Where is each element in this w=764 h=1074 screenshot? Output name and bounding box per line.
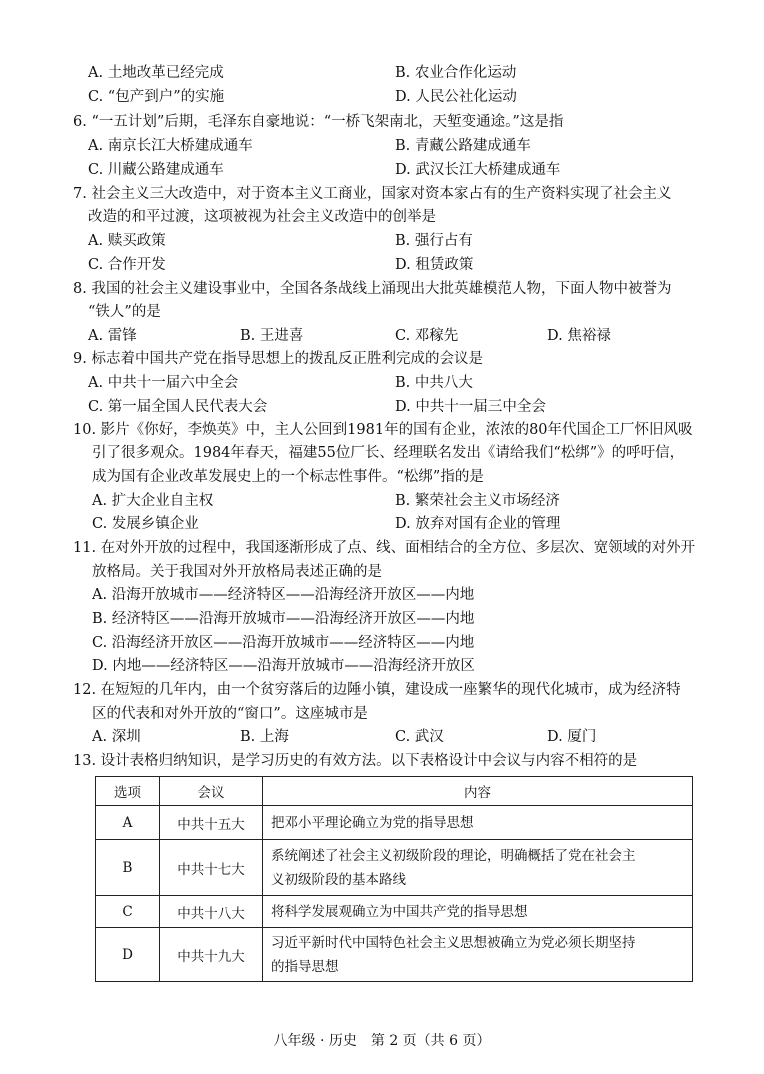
q5-option-d: D. 人民公社化运动	[395, 89, 517, 105]
table-row	[96, 840, 693, 896]
table-row	[96, 806, 693, 840]
q9-stem: 9. 标志着中国共产党在指导思想上的拨乱反正胜利完成的会议是	[73, 351, 483, 367]
row-content-line1: 习近平新时代中国特色社会主义思想被确立为党必须长期坚持	[271, 934, 636, 951]
q6-option-d: D. 武汉长江大桥建成通车	[395, 162, 561, 178]
row-content-line1: 系统阐述了社会主义初级阶段的理论，明确概括了党在社会主	[271, 847, 636, 864]
header-meeting: 会议	[160, 777, 263, 806]
q10-option-b: B. 繁荣社会主义市场经济	[395, 493, 560, 509]
q5-option-a: A. 土地改革已经完成	[88, 65, 224, 81]
q7-stem-line2: 改造的和平过渡，这项被视为社会主义改造中的创举是	[88, 209, 436, 225]
q9-option-c: C. 第一届全国人民代表大会	[88, 399, 268, 415]
q10-stem-line2: 引了很多观众。1984年春天，福建55位厂长、经理联名发出《请给我们“松绑”》的呼吁信，	[92, 445, 685, 461]
q5-option-b: B. 农业合作化运动	[395, 65, 517, 81]
row-option: B	[96, 840, 160, 896]
q13-stem: 13. 设计表格归纳知识，是学习历史的有效方法。以下表格设计中会议与内容不相符的是	[73, 753, 638, 769]
q12-option-d: D. 厦门	[547, 729, 597, 745]
q12-option-b: B. 上海	[240, 729, 289, 745]
row-content: 将科学发展观确立为中国共产党的指导思想	[263, 896, 693, 928]
q12-stem-line1: 12. 在短短的几年内，由一个贫穷落后的边陲小镇，建设成一座繁华的现代化城市，成为经济特	[73, 682, 681, 698]
q8-option-c: C. 邓稼先	[395, 328, 459, 344]
row-content	[263, 840, 693, 896]
q12-option-c: C. 武汉	[395, 729, 444, 745]
row-content-line2: 的指导思想	[271, 958, 339, 975]
q10-option-d: D. 放弃对国有企业的管理	[395, 516, 561, 532]
page-footer: 八年级 · 历史 第 2 页（共 6 页）	[273, 1033, 491, 1049]
q6-option-c: C. 川藏公路建成通车	[88, 162, 224, 178]
q6-option-a: A. 南京长江大桥建成通车	[88, 138, 253, 154]
q7-stem-line1: 7. 社会主义三大改造中，对于资本主义工商业，国家对资本家占有的生产资料实现了社会主义	[73, 186, 672, 202]
q9-option-d: D. 中共十一届三中全会	[395, 399, 546, 415]
header-option: 选项	[96, 777, 160, 806]
q8-option-d: D. 焦裕禄	[547, 328, 611, 344]
q8-option-a: A. 雷锋	[88, 328, 137, 344]
q8-stem-line2: “铁人”的是	[88, 304, 161, 320]
q11-stem-line2: 放格局。关于我国对外开放格局表述正确的是	[92, 564, 382, 580]
q12-stem-line2: 区的代表和对外开放的“窗口”。这座城市是	[92, 706, 368, 722]
q9-option-b: B. 中共八大	[395, 375, 473, 391]
q10-option-a: A. 扩大企业自主权	[92, 493, 214, 509]
row-content: 把邓小平理论确立为党的指导思想	[263, 806, 693, 840]
q6-stem: 6. “一五计划”后期，毛泽东自豪地说：“一桥飞架南北，天堑变通途。”这是指	[73, 114, 564, 130]
row-option: C	[96, 896, 160, 928]
table-row	[96, 896, 693, 928]
q10-option-c: C. 发展乡镇企业	[92, 516, 199, 532]
q11-option-b: B. 经济特区——沿海开放城市——沿海经济开放区——内地	[92, 611, 475, 627]
q11-stem-line1: 11. 在对外开放的过程中，我国逐渐形成了点、线、面相结合的全方位、多层次、宽领域的对外开	[73, 540, 696, 556]
q10-stem-line3: 成为国有企业改革发展史上的一个标志性事件。“松绑”指的是	[92, 469, 484, 485]
row-option: A	[96, 806, 160, 840]
q8-option-b: B. 王进喜	[240, 328, 304, 344]
row-option: D	[96, 928, 160, 982]
q7-option-c: C. 合作开发	[88, 257, 166, 273]
q6-option-b: B. 青藏公路建成通车	[395, 138, 531, 154]
q9-option-a: A. 中共十一届六中全会	[88, 375, 239, 391]
q11-option-d: D. 内地——经济特区——沿海开放城市——沿海经济开放区	[92, 658, 475, 674]
table-header-row	[96, 777, 693, 806]
q5-option-c: C. “包产到户”的实施	[88, 89, 225, 105]
q13-table	[95, 776, 693, 982]
q11-option-c: C. 沿海经济开放区——沿海开放城市——经济特区——内地	[92, 635, 475, 651]
q7-option-a: A. 赎买政策	[88, 233, 166, 249]
row-meeting: 中共十七大	[160, 840, 263, 896]
header-content: 内容	[263, 777, 693, 806]
row-meeting: 中共十八大	[160, 896, 263, 928]
row-content-line2: 义初级阶段的基本路线	[271, 871, 406, 888]
row-content	[263, 928, 693, 982]
row-meeting: 中共十九大	[160, 928, 263, 982]
row-meeting: 中共十五大	[160, 806, 263, 840]
table-row	[96, 928, 693, 982]
q11-option-a: A. 沿海开放城市——经济特区——沿海经济开放区——内地	[92, 587, 475, 603]
q12-option-a: A. 深圳	[92, 729, 141, 745]
q10-stem-line1: 10. 影片《你好，李焕英》中，主人公回到1981年的国有企业，浓浓的80年代国企工厂怀旧风吸	[73, 422, 693, 438]
q7-option-d: D. 租赁政策	[395, 257, 474, 273]
q8-stem-line1: 8. 我国的社会主义建设事业中，全国各条战线上涌现出大批英雄模范人物，下面人物中被誉为	[73, 281, 672, 297]
q7-option-b: B. 强行占有	[395, 233, 473, 249]
